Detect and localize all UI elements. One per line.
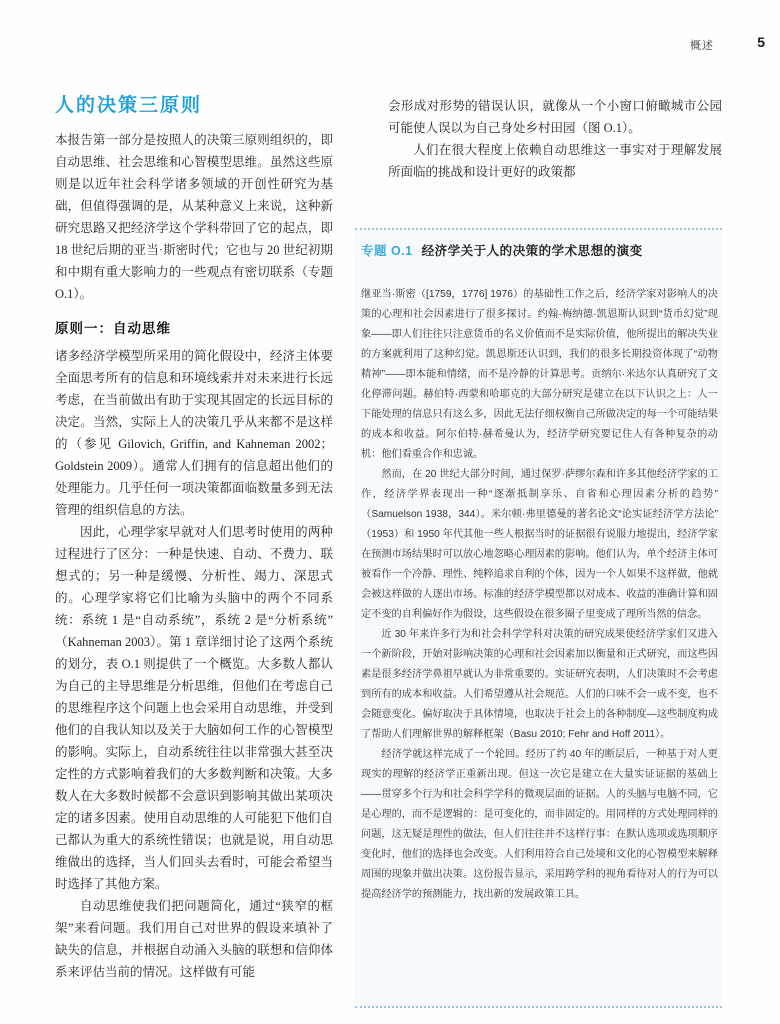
right-paragraph-1: 会形成对形势的错误认识，就像从一个小窗口俯瞰城市公园可能使人误以为自己身处乡村田园（图 O.1）。 <box>388 99 722 135</box>
right-paragraph-2: 人们在很大程度上依赖自动思维这一事实对于理解发展所面临的挑战和设计更好的政策都 <box>388 143 722 179</box>
header-section-label: 概述 <box>690 40 714 52</box>
feature-box-O1 <box>355 228 722 1008</box>
feature-box-label: 专题 O.1 <box>361 244 413 258</box>
box-paragraph-2: 然而，在 20 世纪大部分时间，通过保罗·萨缪尔森和许多其他经济学家的工作，经济学界表现出一种“逐渐抵制享乐、自省和心理因素分析的趋势”（Samuelson 1938，344）。米尔顿·弗里德曼的著名论文“论实证经济学方法论”（1953）和 1950 年代其他一些人根据当时的证据很有说服力地提出，经济学家在预测市场结果时可以放心地忽略心理因素的影响。他们认为，单个经济主体可被看作一个冷静、理性、纯粹追求自利的个体，因为一个人如果不这样做，他就会被这样做的人逐出市场。标准的经济学模型都以对成本、收益的准确计算和固定不变的自利偏好作为假设，这些假设在很多圈子里变成了理所当然的信念。 <box>361 469 718 620</box>
left-paragraph-3: 因此，心理学家早就对人们思考时使用的两种过程进行了区分：一种是快速、自动、不费力、联想式的；另一种是缓慢、分析性、竭力、深思式的。心理学家将它们比喻为头脑中的两个不同系统：系统 1 是“自动系统”，系统 2 是“分析系统”（Kahneman 2003）。第 1 章详细讨论了这两个系统的划分，表 O.1 则提供了一个概览。大多数人都认为自己的主导思维是分析思维，但他们在考虑自己的思维程序这个问题上也会采用自动思维，并受到他们的自我认知以及关于大脑如何工作的心智模型的影响。实际上，自动系统往往以非常强大甚至决定性的方式影响着我们的大多数判断和决策。大多数人在大多数时候都不会意识到影响其做出某项决定的诸多因素。使用自动思维的人可能犯下他们自己都认为重大的系统性错误；也就是说，用自动思维做出的选择，当人们回头去看时，可能会希望当时选择了其他方案。 <box>55 525 333 891</box>
left-paragraph-2: 诸多经济学模型所采用的简化假设中，经济主体要全面思考所有的信息和环境线索并对未来进行长远考虑，在当前做出有助于实现其固定的长远目标的决定。当然，实际上人的决策几乎从来都不是这样的（参见 Gilovich, Griffin, and Kahneman 2002；Goldstein 2009）。通常人们拥有的信息超出他们的处理能力。几乎任何一项决策都面临数量多到无法管理的组织信息的方法。 <box>55 349 333 517</box>
left-paragraph-4: 自动思维使我们把问题简化，通过“狭窄的框架”来看问题。我们用自己对世界的假设来填补了缺失的信息，并根据自动涌入头脑的联想和信仰体系来评估当前的情况。这样做有可能 <box>55 899 333 979</box>
box-paragraph-4: 经济学就这样完成了一个轮回。经历了约 40 年的断层后，一种基于对人更现实的理解的经济学正重新出现。但这一次它是建立在大量实证证据的基础上——贯穿多个行为和社会科学学科的微观层面的证据。人的头脑与电脑不同，它是心理的，而不是逻辑的：是可变化的，而非固定的。用同样的方式处理同样的问题，这无疑是理性的做法，但人们往往并不这样行事：在默认选项或选项顺序变化时，他们的选择也会改变。人们利用符合自己处境和文化的心智模型来解释周围的现象并做出决策。这份报告显示，采用跨学科的视角看待对人的行为可以提高经济学的预测能力，找出新的发展政策工具。 <box>361 749 718 900</box>
box-paragraph-1: 继亚当·斯密（[1759，1776] 1976）的基础性工作之后，经济学家对影响人的决策的心理和社会因素进行了很多探讨。约翰·梅纳德·凯恩斯认识到“货币幻觉”现象——即人们往往只注意货币的名义价值而不是实际价值，他所提出的解决失业的方案就利用了这种幻觉。凯恩斯还认识到，我们的很多长期投资体现了“动物精神”——即本能和情绪，而不是冷静的计算思考。贡纳尔·米达尔认真研究了文化停滞问题。赫伯特·西蒙和哈耶克的大部分研究是建立在以下认识之上：人一下能处理的信息只有这么多，因此无法仔细权衡自己所做决定的每一个可能结果的成本和收益。阿尔伯特·赫希曼认为，经济学研究要记住人有各种复杂的动机：他们看重合作和忠诚。 <box>361 289 718 460</box>
feature-box-title: 经济学关于人的决策的学术思想的演变 <box>421 244 643 258</box>
box-paragraph-3: 近 30 年来许多行为和社会科学学科对决策的研究成果使经济学家们又进入一个新阶段，开始对影响决策的心理和社会因素加以衡量和正式研究，而这些因素是很多经济学鼻祖早就认为非常重要的。实证研究表明，人们决策时不会考虑到所有的成本和收益。人们希望遵从社会规范。人们的口味不会一成不变，也不会随意变化。偏好取决于具体情境，也取决于社会上的各种制度—这些制度构成了帮助人们理解世界的解释框架（Basu 2010; Fehr and Hoff 2011）。 <box>361 629 718 740</box>
left-column <box>55 90 333 983</box>
running-header <box>0 34 780 54</box>
left-paragraph-1: 本报告第一部分是按照人的决策三原则组织的，即自动思维、社会思维和心智模型思维。虽然这些原则是以近年社会科学诸多领域的开创性研究为基础，但值得强调的是，从某种意义上来说，这种新研究思路又把经济学这个学科带回了它的起点，即 18 世纪后期的亚当·斯密时代；它也与 20 世纪初期和中期有重大影响力的一些观点有密切联系（专题 O.1）。 <box>55 133 333 301</box>
right-column <box>388 95 722 183</box>
section-title: 人的决策三原则 <box>55 95 203 116</box>
feature-box-heading <box>361 241 718 259</box>
principle-subheading: 原则一：自动思维 <box>55 321 171 336</box>
header-page-number: 5 <box>757 34 765 50</box>
